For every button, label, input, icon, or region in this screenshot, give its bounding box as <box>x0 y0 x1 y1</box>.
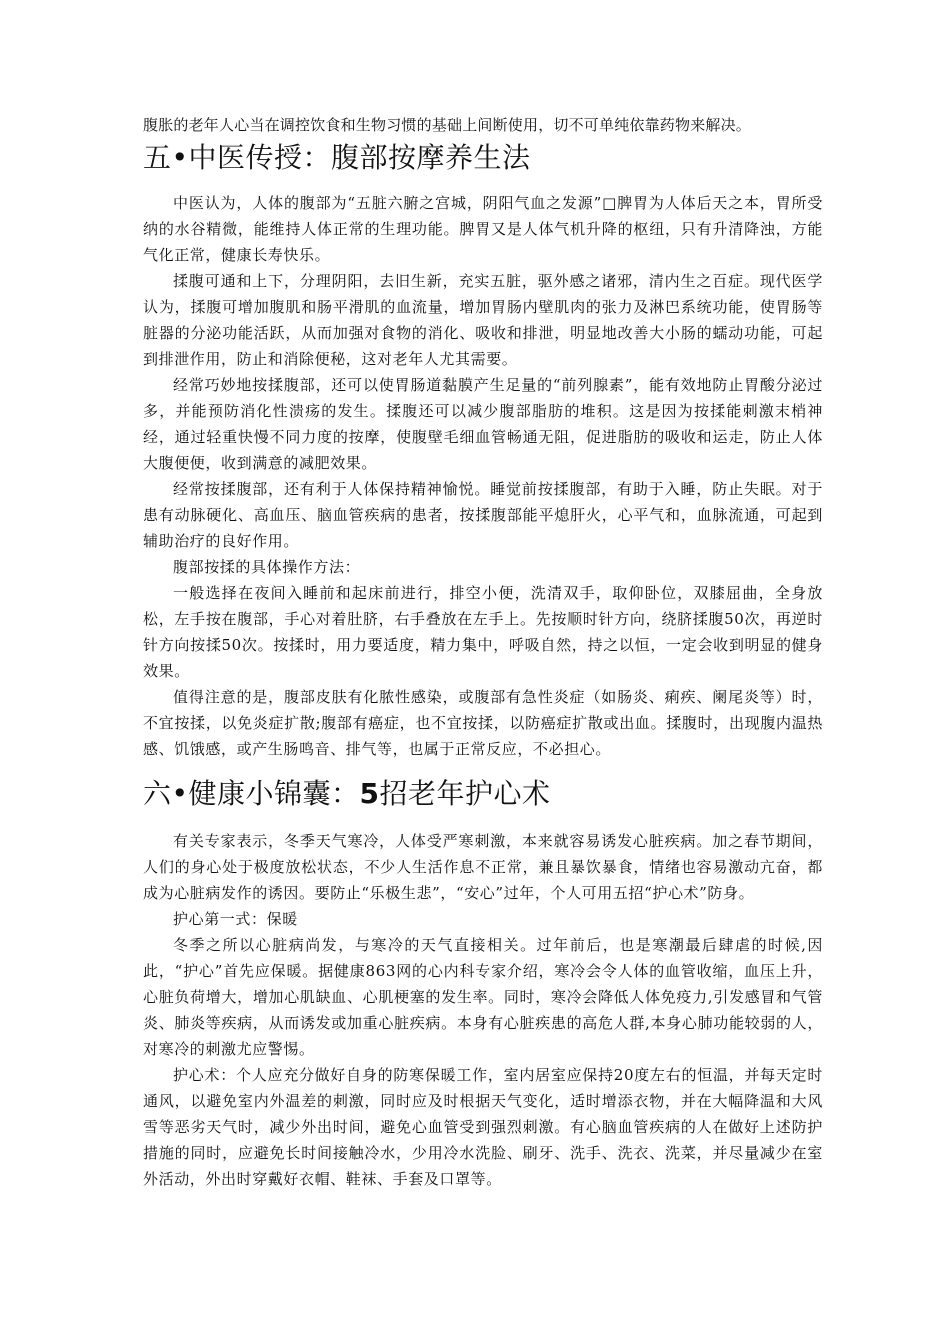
section-5-paragraph-4: 经常按揉腹部，还有利于人体保持精神愉悦。睡觉前按揉腹部，有助于入睡，防止失眠。对于患有动脉硬化、高血压、脑血管疾病的患者，按揉腹部能平熄肝火，心平气和，血脉流通，可起到辅助治疗的良好作用。 <box>143 480 823 550</box>
section-6-title-suffix: 招老年护心术 <box>379 777 551 810</box>
section-6-title-number: 5 <box>359 777 380 810</box>
section-6-paragraph-4: 护心术：个人应充分做好自身的防寒保暖工作，室内居室应保持20度左右的恒温，并每天定时通风，以避免室内外温差的刺激，同时应及时根据天气变化，适时增添衣物，并在大幅降温和大风雪等恶劣天气时，减少外出时间，避免心血管受到强烈刺激。有心脑血管疾病的人在做好上述防护措施的同时，应避免长时间接触冷水，少用冷水洗脸、刷牙、洗手、洗衣、洗菜，并尽量减少在室外活动，外出时穿戴好衣帽、鞋袜、手套及口罩等。 <box>143 1066 823 1188</box>
section-6-paragraph-1: 有关专家表示，冬季天气寒冷，人体受严寒刺激，本来就容易诱发心脏疾病。加之春节期间，人们的身心处于极度放松状态，不少人生活作息不正常，兼且暴饮暴食，情绪也容易激动亢奋，都成为心脏病发作的诱因。要防止“乐极生悲”，“安心”过年，个人可用五招“护心术”防身。 <box>143 832 823 902</box>
section-6-paragraph-2: 护心第一式：保暖 <box>173 910 298 928</box>
document-page <box>143 112 823 1192</box>
section-5-paragraph-6: 一般选择在夜间入睡前和起床前进行，排空小便，洗清双手，取仰卧位，双膝屈曲，全身放松，左手按在腹部，手心对着肚脐，右手叠放在左手上。先按顺时针方向，绕脐揉腹50次，再逆时针方向按揉50次。按揉时，用力要适度，精力集中，呼吸自然，持之以恒，一定会收到明显的健身效果。 <box>143 584 823 680</box>
section-6-title <box>143 774 823 814</box>
section-5-paragraph-7: 值得注意的是，腹部皮肤有化脓性感染，或腹部有急性炎症（如肠炎、痢疾、阑尾炎等）时，不宜按揉，以免炎症扩散;腹部有癌症，也不宜按揉，以防癌症扩散或出血。揉腹时，出现腹内温热感、饥饿感，或产生肠鸣音、排气等，也属于正常反应，不必担心。 <box>143 688 823 758</box>
section-5-title: 五•中医传授：腹部按摩养生法 <box>143 141 531 174</box>
lead-line: 腹胀的老年人心当在调控饮食和生物习惯的基础上间断使用，切不可单纯依靠药物来解决。 <box>143 116 752 134</box>
section-6-paragraph-3: 冬季之所以心脏病尚发，与寒冷的天气直接相关。过年前后，也是寒潮最后肆虐的时候,因此，“护心”首先应保暖。据健康863网的心内科专家介绍，寒冷会令人体的血管收缩，血压上升，心脏负荷增大，增加心肌缺血、心肌梗塞的发生率。同时，寒冷会降低人体免疫力,引发感冒和气管炎、肺炎等疾病，从而诱发或加重心脏疾病。本身有心脏疾患的高危人群,本身心肺功能较弱的人，对寒冷的刺激尤应警惕。 <box>143 936 823 1058</box>
section-5-paragraph-3: 经常巧妙地按揉腹部，还可以使胃肠道黏膜产生足量的“前列腺素”，能有效地防止胃酸分泌过多，并能预防消化性溃疡的发生。揉腹还可以减少腹部脂肪的堆积。这是因为按揉能刺激末梢神经，通过轻重快慢不同力度的按摩，使腹壁毛细血管畅通无阻，促进脂肪的吸收和运走，防止人体大腹便便，收到满意的减肥效果。 <box>143 376 823 472</box>
section-6-title-prefix: 六•健康小锦囊： <box>143 777 360 810</box>
section-5-paragraph-5: 腹部按揉的具体操作方法： <box>173 558 361 576</box>
section-5-paragraph-2: 揉腹可通和上下，分理阴阳，去旧生新，充实五脏，驱外感之诸邪，清内生之百症。现代医学认为，揉腹可增加腹肌和肠平滑肌的血流量，增加胃肠内壁肌肉的张力及淋巴系统功能，使胃肠等脏器的分泌功能活跃，从而加强对食物的消化、吸收和排泄，明显地改善大小肠的蠕动功能，可起到排泄作用，防止和消除便秘，这对老年人尤其需要。 <box>143 272 823 368</box>
section-5-paragraph-1: 中医认为，人体的腹部为“五脏六腑之宫城，阴阳气血之发源”□脾胃为人体后天之本，胃所受纳的水谷精微，能维持人体正常的生理功能。脾胃又是人体气机升降的枢纽，只有升清降浊，方能气化正常，健康长寿快乐。 <box>143 194 823 264</box>
